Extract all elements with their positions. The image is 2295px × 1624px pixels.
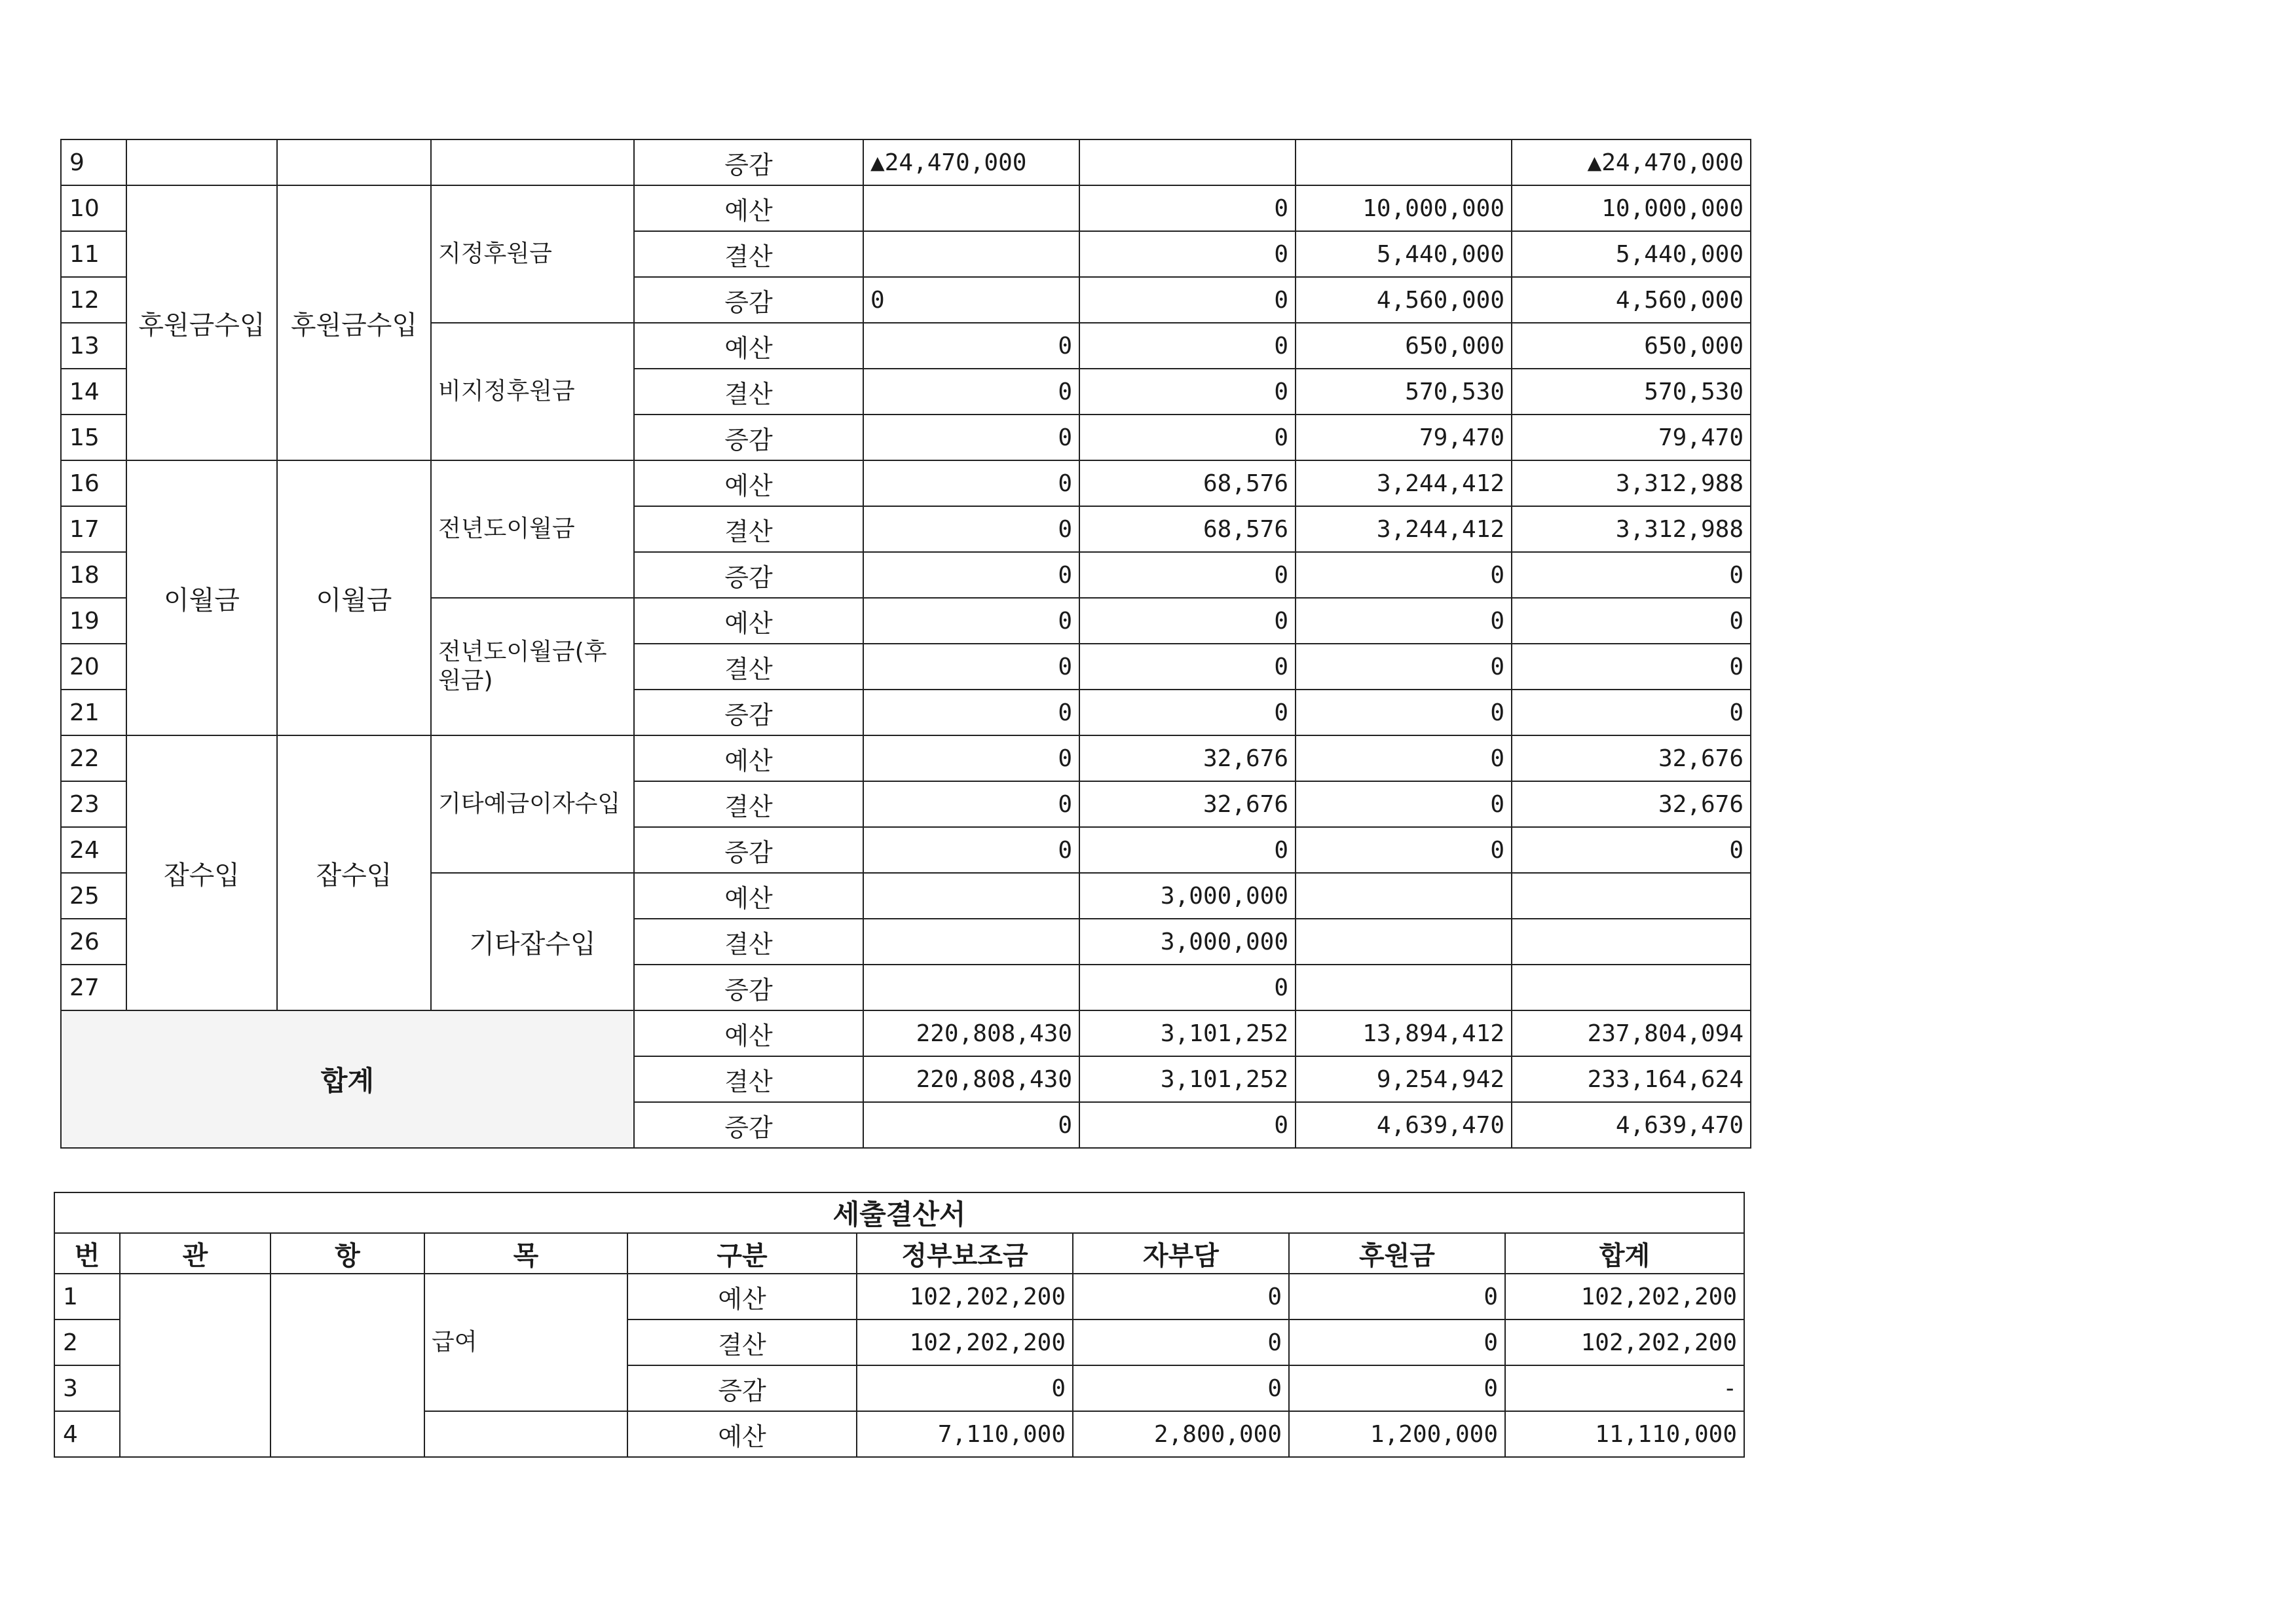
self-cell: 0	[1073, 1365, 1289, 1411]
sum-cell: 233,164,624	[1512, 1056, 1751, 1102]
gwan-cell: 이월금	[126, 460, 277, 735]
hu-cell: 650,000	[1296, 323, 1512, 369]
hu-cell	[1296, 919, 1512, 965]
header-self: 자부담	[1073, 1233, 1289, 1274]
title-row	[54, 1192, 1744, 1233]
hu-cell: 5,440,000	[1296, 231, 1512, 277]
gov-cell	[863, 231, 1079, 277]
row-number: 20	[61, 644, 126, 690]
row-number: 27	[61, 965, 126, 1010]
row-number: 13	[61, 323, 126, 369]
gov-cell: 0	[863, 1102, 1079, 1148]
gov-cell: 0	[863, 506, 1079, 552]
self-cell: 3,101,252	[1079, 1010, 1296, 1056]
hu-cell: 10,000,000	[1296, 185, 1512, 231]
header-gubun: 구분	[627, 1233, 857, 1274]
self-cell: 0	[1079, 690, 1296, 735]
row-number: 10	[61, 185, 126, 231]
gubun-cell: 증감	[634, 277, 863, 323]
row-number: 3	[54, 1365, 120, 1411]
hu-cell: 0	[1296, 690, 1512, 735]
gubun-cell: 예산	[634, 873, 863, 919]
header-no: 번	[54, 1233, 120, 1274]
sum-cell: 79,470	[1512, 415, 1751, 460]
hu-cell: 0	[1289, 1365, 1505, 1411]
hu-cell: 0	[1296, 735, 1512, 781]
gubun-cell: 증감	[634, 827, 863, 873]
table-row	[61, 460, 1751, 506]
hang-cell: 후원금수입	[277, 185, 431, 460]
sum-cell: 570,530	[1512, 369, 1751, 415]
header-hang: 항	[271, 1233, 424, 1274]
hu-cell: 9,254,942	[1296, 1056, 1512, 1102]
gubun-cell: 결산	[634, 231, 863, 277]
gov-cell: 0	[863, 552, 1079, 598]
sum-cell: 3,312,988	[1512, 460, 1751, 506]
sum-cell: 10,000,000	[1512, 185, 1751, 231]
sum-cell: 0	[1512, 598, 1751, 644]
gubun-cell: 예산	[627, 1274, 857, 1320]
gov-cell: 0	[863, 598, 1079, 644]
sum-cell: 0	[1512, 827, 1751, 873]
header-row	[54, 1233, 1744, 1274]
gov-cell: ▲24,470,000	[863, 139, 1079, 185]
row-number: 14	[61, 369, 126, 415]
sum-cell: 102,202,200	[1505, 1320, 1744, 1365]
sum-cell: 0	[1512, 552, 1751, 598]
self-cell: 32,676	[1079, 781, 1296, 827]
sum-cell: 4,639,470	[1512, 1102, 1751, 1148]
hu-cell	[1296, 873, 1512, 919]
header-gov: 정부보조금	[857, 1233, 1073, 1274]
gov-cell: 0	[863, 827, 1079, 873]
gubun-cell: 증감	[634, 415, 863, 460]
header-sum: 합계	[1505, 1233, 1744, 1274]
self-cell: 0	[1079, 369, 1296, 415]
self-cell: 3,101,252	[1079, 1056, 1296, 1102]
gov-cell	[863, 873, 1079, 919]
gubun-cell: 예산	[627, 1411, 857, 1457]
gubun-cell: 결산	[634, 369, 863, 415]
self-cell: 0	[1079, 415, 1296, 460]
sum-cell: ▲24,470,000	[1512, 139, 1751, 185]
gov-cell: 0	[863, 735, 1079, 781]
sum-cell: 102,202,200	[1505, 1274, 1744, 1320]
sum-cell: 5,440,000	[1512, 231, 1751, 277]
table-row	[61, 185, 1751, 231]
sum-cell	[1512, 919, 1751, 965]
gov-cell	[863, 185, 1079, 231]
gubun-cell: 결산	[634, 919, 863, 965]
gubun-cell: 증감	[634, 1102, 863, 1148]
row-number: 17	[61, 506, 126, 552]
row-number: 11	[61, 231, 126, 277]
gov-cell: 0	[863, 323, 1079, 369]
self-cell: 0	[1079, 644, 1296, 690]
gov-cell: 0	[863, 690, 1079, 735]
row-number: 1	[54, 1274, 120, 1320]
self-cell: 2,800,000	[1073, 1411, 1289, 1457]
self-cell: 0	[1079, 965, 1296, 1010]
self-cell: 68,576	[1079, 460, 1296, 506]
gov-cell: 7,110,000	[857, 1411, 1073, 1457]
row-number: 15	[61, 415, 126, 460]
sum-cell: 32,676	[1512, 781, 1751, 827]
gwan-cell: 잡수입	[126, 735, 277, 1010]
self-cell: 0	[1073, 1274, 1289, 1320]
income-body	[61, 139, 1751, 1148]
mok-cell: 비지정후원금	[431, 323, 634, 460]
self-cell: 3,000,000	[1079, 919, 1296, 965]
self-cell: 0	[1079, 827, 1296, 873]
gov-cell	[863, 965, 1079, 1010]
income-table	[60, 139, 1751, 1149]
gov-cell	[863, 919, 1079, 965]
header-gwan: 관	[120, 1233, 271, 1274]
total-row	[61, 1010, 1751, 1056]
hu-cell: 4,639,470	[1296, 1102, 1512, 1148]
sum-cell: 32,676	[1512, 735, 1751, 781]
hu-cell	[1296, 139, 1512, 185]
gov-cell: 102,202,200	[857, 1320, 1073, 1365]
table-row	[54, 1274, 1744, 1320]
mok-cell: 전년도이월금(후원금)	[431, 598, 634, 735]
sum-cell	[1512, 873, 1751, 919]
header-mok: 목	[424, 1233, 627, 1274]
self-cell: 0	[1079, 1102, 1296, 1148]
hu-cell: 3,244,412	[1296, 506, 1512, 552]
hu-cell: 79,470	[1296, 415, 1512, 460]
row-number: 26	[61, 919, 126, 965]
expense-table	[54, 1192, 1745, 1458]
gwan-cell	[120, 1274, 271, 1457]
sum-cell: 0	[1512, 644, 1751, 690]
sum-cell: 4,560,000	[1512, 277, 1751, 323]
sum-cell: 3,312,988	[1512, 506, 1751, 552]
gubun-cell: 증감	[634, 139, 863, 185]
self-cell: 0	[1079, 552, 1296, 598]
gov-cell: 0	[857, 1365, 1073, 1411]
expense-body	[54, 1192, 1744, 1457]
gubun-cell: 증감	[634, 690, 863, 735]
hu-cell: 0	[1289, 1274, 1505, 1320]
gubun-cell: 결산	[634, 1056, 863, 1102]
gov-cell: 220,808,430	[863, 1056, 1079, 1102]
gov-cell: 0	[863, 369, 1079, 415]
row-number: 22	[61, 735, 126, 781]
gov-cell: 220,808,430	[863, 1010, 1079, 1056]
self-cell: 0	[1079, 231, 1296, 277]
gwan-cell: 후원금수입	[126, 185, 277, 460]
mok-cell: 전년도이월금	[431, 460, 634, 598]
sum-cell: 650,000	[1512, 323, 1751, 369]
self-cell: 0	[1073, 1320, 1289, 1365]
mok-cell: 지정후원금	[431, 185, 634, 323]
self-cell	[1079, 139, 1296, 185]
self-cell: 0	[1079, 323, 1296, 369]
hang-cell	[271, 1274, 424, 1457]
gubun-cell: 결산	[634, 506, 863, 552]
gubun-cell: 결산	[627, 1320, 857, 1365]
hu-cell: 0	[1296, 827, 1512, 873]
hu-cell: 3,244,412	[1296, 460, 1512, 506]
row-number: 16	[61, 460, 126, 506]
header-hu: 후원금	[1289, 1233, 1505, 1274]
hu-cell: 0	[1296, 781, 1512, 827]
gubun-cell: 증감	[627, 1365, 857, 1411]
row-number: 25	[61, 873, 126, 919]
sum-cell: 11,110,000	[1505, 1411, 1744, 1457]
mok-cell: 기타잡수입	[431, 873, 634, 1010]
hu-cell: 570,530	[1296, 369, 1512, 415]
self-cell: 0	[1079, 185, 1296, 231]
gubun-cell: 예산	[634, 323, 863, 369]
gubun-cell: 증감	[634, 965, 863, 1010]
row-number: 12	[61, 277, 126, 323]
gubun-cell: 예산	[634, 735, 863, 781]
self-cell: 0	[1079, 598, 1296, 644]
expense-title: 세출결산서	[54, 1192, 1744, 1233]
self-cell: 0	[1079, 277, 1296, 323]
hu-cell: 1,200,000	[1289, 1411, 1505, 1457]
gubun-cell: 예산	[634, 1010, 863, 1056]
sum-cell: -	[1505, 1365, 1744, 1411]
sum-cell	[1512, 965, 1751, 1010]
gov-cell: 0	[863, 644, 1079, 690]
row-number: 2	[54, 1320, 120, 1365]
gov-cell: 102,202,200	[857, 1274, 1073, 1320]
hu-cell: 4,560,000	[1296, 277, 1512, 323]
gov-cell: 0	[863, 460, 1079, 506]
mok-cell	[424, 1411, 627, 1457]
row-number: 4	[54, 1411, 120, 1457]
mok-cell: 기타예금이자수입	[431, 735, 634, 873]
gubun-cell: 증감	[634, 552, 863, 598]
gubun-cell: 결산	[634, 781, 863, 827]
gov-cell: 0	[863, 277, 1079, 323]
row-number: 24	[61, 827, 126, 873]
hu-cell: 0	[1296, 552, 1512, 598]
hang-cell: 잡수입	[277, 735, 431, 1010]
row-number: 19	[61, 598, 126, 644]
gov-cell: 0	[863, 781, 1079, 827]
hu-cell: 0	[1296, 644, 1512, 690]
hu-cell: 13,894,412	[1296, 1010, 1512, 1056]
gubun-cell: 예산	[634, 598, 863, 644]
row-number: 21	[61, 690, 126, 735]
hu-cell: 0	[1289, 1320, 1505, 1365]
sum-cell: 0	[1512, 690, 1751, 735]
table-row	[61, 735, 1751, 781]
row-number: 18	[61, 552, 126, 598]
sum-cell: 237,804,094	[1512, 1010, 1751, 1056]
gubun-cell: 예산	[634, 460, 863, 506]
hang-cell: 이월금	[277, 460, 431, 735]
gubun-cell: 예산	[634, 185, 863, 231]
row-number: 9	[61, 139, 126, 185]
self-cell: 32,676	[1079, 735, 1296, 781]
hu-cell	[1296, 965, 1512, 1010]
total-label: 합계	[61, 1010, 634, 1148]
gov-cell: 0	[863, 415, 1079, 460]
table-row	[61, 139, 1751, 185]
self-cell: 68,576	[1079, 506, 1296, 552]
row-number: 23	[61, 781, 126, 827]
hu-cell: 0	[1296, 598, 1512, 644]
self-cell: 3,000,000	[1079, 873, 1296, 919]
gubun-cell: 결산	[634, 644, 863, 690]
mok-cell: 급여	[424, 1274, 627, 1411]
